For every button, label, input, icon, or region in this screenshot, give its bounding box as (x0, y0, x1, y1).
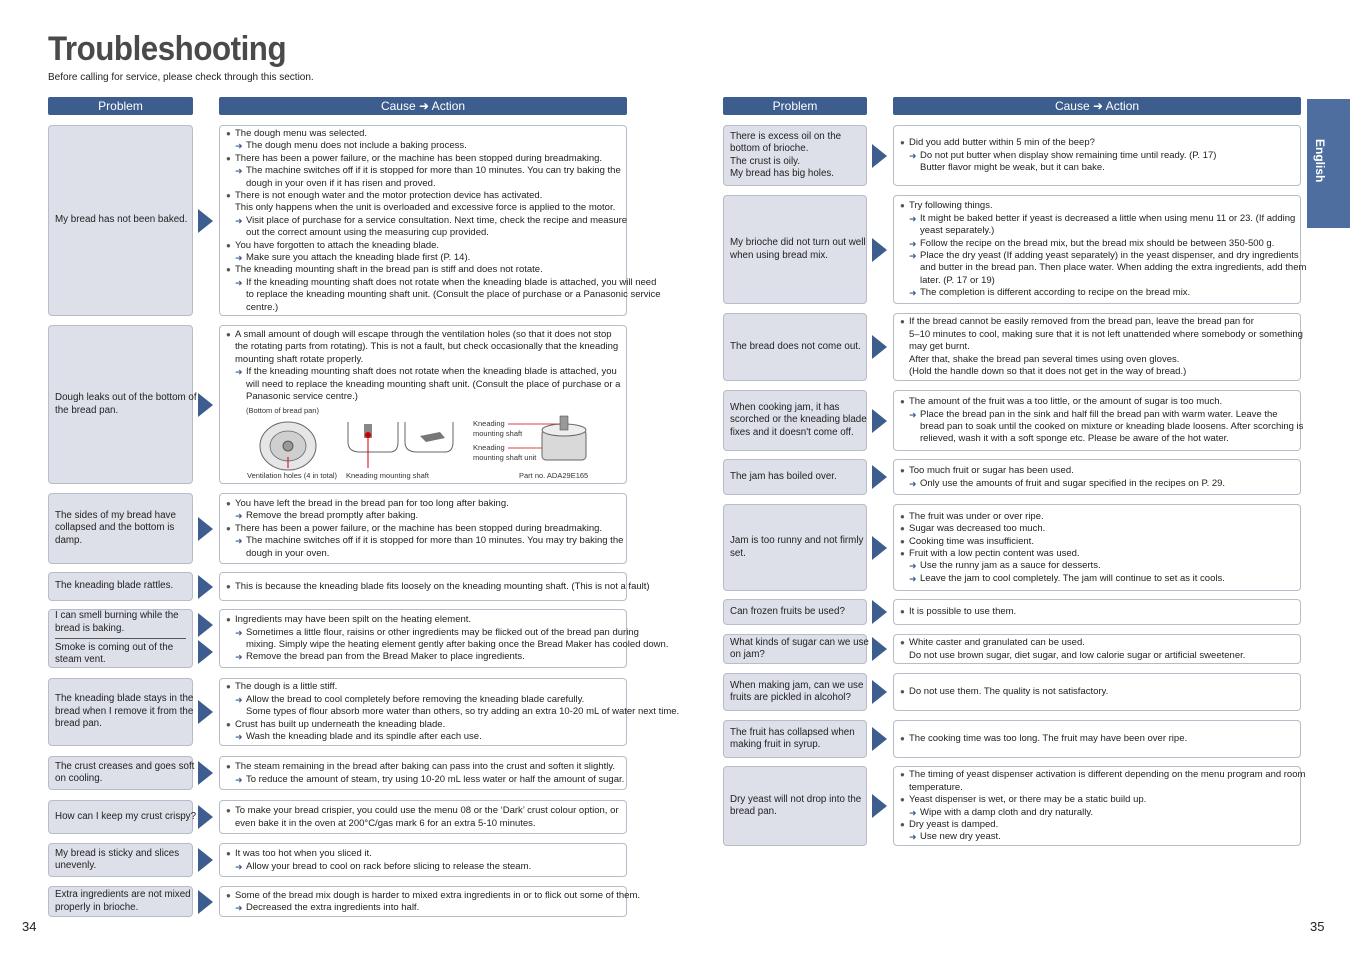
action-step: ➜ If the kneading mounting shaft does not rotate when the kneading blade is attached, you (226, 366, 620, 378)
vent-holes-label: Ventilation holes (4 in total) (247, 471, 338, 480)
continuation-text: Some types of flour absorb more water than others, so try adding an extra 10-20 mL of water next time. (246, 706, 680, 718)
action-step: ➜ Wipe with a damp cloth and dry naturally. (900, 807, 1294, 819)
problem-text: The sides of my bread have (55, 509, 176, 521)
row-arrow-icon (872, 680, 887, 704)
part-number-label: Part no. ADA29E165 (519, 471, 589, 480)
cause-header-left: Cause ➜ Action (219, 97, 627, 115)
problem-text: damp. (55, 534, 83, 546)
cause-bullet: ● It is possible to use them. (900, 606, 1294, 618)
cause-bullet: ● The dough is a little stiff. (226, 681, 620, 693)
km-shaft-label-1: Kneading (473, 419, 505, 428)
problem-text: The jam has boiled over. (730, 470, 837, 482)
cause-bullet: ● Crust has built up underneath the kneading blade. (226, 719, 620, 731)
page-number-right: 35 (1310, 919, 1325, 934)
continuation-text: even bake it in the oven at 200°C/gas mark 6 for an extra 5-10 minutes. (235, 817, 536, 829)
action-step: ➜ The machine switches off if it is stopped for more than 10 minutes. You can try baking the (226, 165, 620, 177)
row-arrow-icon (198, 700, 213, 724)
cause-action-cell (893, 766, 1306, 846)
cause-action-cell (893, 634, 1301, 664)
action-step: ➜ Remove the bread promptly after baking. (226, 510, 620, 522)
problem-cell (48, 325, 197, 484)
action-step: ➜ Only use the amounts of fruit and sugar specified in the recipes on P. 29. (900, 478, 1294, 490)
action-step: ➜ Wash the kneading blade and its spindle after each use. (226, 731, 620, 743)
cause-action-cell (219, 572, 650, 601)
cause-bullet: ● Dry yeast is damped. (900, 819, 1294, 831)
shaft-unit-spindle (560, 416, 568, 430)
problem-text: making fruit in syrup. (730, 739, 821, 750)
problem-text: The kneading blade stays in the (55, 693, 194, 705)
problem-header-right: Problem (723, 97, 867, 115)
cause-bullet: ● Sugar was decreased too much. (900, 523, 1294, 535)
continuation-text: will need to replace the kneading mounting shaft unit. (Consult the place of purchase or a (246, 378, 621, 390)
row-arrow-icon (198, 575, 213, 599)
continuation-text: centre.) (246, 301, 279, 313)
problem-cell (48, 125, 193, 316)
row-arrow-icon (198, 805, 213, 829)
row-arrow-icon (872, 600, 887, 624)
continuation-text: to replace the kneading mounting shaft unit. (Consult the place of purchase or a Panasonic service (246, 289, 661, 301)
problem-text: Dough leaks out of the bottom of (55, 392, 197, 404)
problem-text: unevenly. (55, 860, 97, 871)
problem-text: on jam? (730, 649, 765, 660)
action-step: ➜ Follow the recipe on the bread mix, but the bread mix should be between 350-500 g. (900, 238, 1294, 250)
bread-pan-figure (240, 402, 625, 482)
action-step: ➜ To reduce the amount of steam, try using 10-20 mL less water or half the amount of sugar. (226, 774, 620, 786)
action-step: ➜ The completion is different according to recipe on the bread mix. (900, 287, 1294, 299)
problem-text: My brioche did not turn out well (730, 237, 866, 249)
cause-action-cell (219, 125, 661, 316)
cause-action-cell (219, 609, 669, 668)
row-arrow-icon (872, 409, 887, 433)
problem-cell (48, 800, 197, 834)
cause-bullet: ● To make your bread crispier, you could use the menu 08 or the ‘Dark’ crust colour option, or (226, 805, 620, 817)
cause-bullet: ● Do not use them. The quality is not satisfactory. (900, 686, 1294, 698)
action-step: ➜ Allow the bread to cool completely before removing the kneading blade carefully. (226, 694, 620, 706)
continuation-text: mounting shaft rotate properly. (235, 353, 364, 365)
cause-action-cell (893, 504, 1301, 591)
cause-action-cell (893, 195, 1307, 304)
problem-text: The crust is oily. (730, 155, 801, 167)
cause-action-cell (893, 673, 1301, 711)
problem-text: the bread pan. (55, 404, 119, 416)
cause-action-cell (219, 678, 680, 746)
cause-bullet: ● There is not enough water and the motor protection device has activated. (226, 190, 620, 202)
problem-text: scorched or the kneading blade (730, 414, 867, 426)
cause-bullet: ● The timing of yeast dispenser activation is different depending on the menu program and room (900, 769, 1294, 781)
cause-action-cell (893, 125, 1301, 186)
language-tab: English (1307, 99, 1350, 228)
cause-bullet: ● Cooking time was insufficient. (900, 536, 1294, 548)
cause-bullet: ● Yeast dispenser is wet, or there may be a static build up. (900, 794, 1294, 806)
problem-cell (48, 572, 193, 601)
action-step: ➜ Do not put butter when display show remaining time until ready. (P. 17) (900, 150, 1294, 162)
action-step: ➜ Visit place of purchase for a service consultation. Next time, check the recipe and measure (226, 215, 620, 227)
problem-text: When making jam, can we use (730, 679, 864, 691)
problem-divider (55, 638, 186, 639)
cause-action-cell (219, 493, 627, 564)
shaft-label: Kneading mounting shaft (346, 471, 429, 480)
cause-bullet: ● This is because the kneading blade fits loosely on the kneading mounting shaft. (This is not a fault) (226, 581, 620, 593)
blade-shape (420, 432, 445, 442)
action-step: ➜ Allow your bread to cool on rack before slicing to release the steam. (226, 861, 620, 873)
row-arrow-icon (198, 848, 213, 872)
page-subtitle: Before calling for service, please check through this section. (48, 72, 314, 83)
problem-cell (723, 634, 867, 664)
problem-cell (723, 766, 867, 846)
cause-bullet: ● Some of the bread mix dough is harder to mixed extra ingredients in or to flick out some of them. (226, 890, 620, 902)
problem-text: I can smell burning while the (55, 610, 179, 622)
problem-cell (48, 843, 193, 877)
problem-text: The fruit has collapsed when (730, 726, 855, 738)
km-unit-label-1: Kneading (473, 443, 505, 452)
cause-action-cell (893, 459, 1301, 495)
problem-text: The bread does not come out. (730, 340, 861, 352)
cause-action-cell (219, 843, 627, 877)
action-step: ➜ Remove the bread pan from the Bread Maker to place ingredients. (226, 651, 620, 663)
cause-bullet: ● You have left the bread in the bread pan for too long after baking. (226, 498, 620, 510)
cause-action-cell (893, 313, 1301, 381)
continuation-text: This only happens when the unit is overloaded and excessive force is applied to the motor. (235, 202, 616, 214)
km-shaft-label-2: mounting shaft (473, 429, 523, 438)
row-arrow-icon (872, 144, 887, 168)
continuation-text: Butter flavor might be weak, but it can bake. (920, 162, 1105, 174)
row-arrow-icon (872, 794, 887, 818)
problem-text: Smoke is coming out of the (55, 642, 174, 653)
problem-text: when using bread mix. (730, 249, 829, 261)
row-arrow-icon (198, 517, 213, 541)
cause-bullet: ● The dough menu was selected. (226, 128, 620, 140)
problem-cell (48, 886, 193, 917)
row-arrow-icon (872, 727, 887, 751)
cause-bullet: ● White caster and granulated can be used. (900, 637, 1294, 649)
row-arrow-icon (198, 640, 213, 664)
cause-bullet: ● Try following things. (900, 200, 1294, 212)
cause-bullet: ● Fruit with a low pectin content was used. (900, 548, 1294, 560)
problem-cell (723, 390, 867, 451)
cause-action-cell (893, 599, 1301, 625)
continuation-text: the rotating parts from rotating). This is not a fault, but check occasionally that the kneading (235, 341, 619, 353)
continuation-text: later. (P. 17 or 19) (920, 274, 995, 286)
continuation-text: temperature. (909, 781, 963, 793)
cause-bullet: ● The cooking time was too long. The fruit may have been over ripe. (900, 733, 1294, 745)
cause-bullet: ● The kneading mounting shaft in the bread pan is stiff and does not rotate. (226, 264, 620, 276)
cause-action-cell (893, 720, 1301, 758)
problem-text: collapsed and the bottom is (55, 522, 175, 534)
cause-bullet: ● Too much fruit or sugar has been used. (900, 465, 1294, 477)
problem-text: Dry yeast will not drop into the (730, 793, 862, 805)
cause-bullet: ● The steam remaining in the bread after baking can pass into the crust and soften it slightly. (226, 761, 620, 773)
action-step: ➜ Sometimes a little flour, raisins or other ingredients may be flicked out of the bread pan during (226, 627, 620, 639)
problem-cell (48, 609, 193, 668)
problem-cell (723, 195, 867, 304)
problem-cell (723, 720, 867, 758)
cause-bullet: ● The amount of the fruit was a too little, or the amount of sugar is too much. (900, 396, 1294, 408)
cause-bullet: ● If the bread cannot be easily removed from the bread pan, leave the bread pan for (900, 316, 1294, 328)
action-step: ➜ The dough menu does not include a baking process. (226, 140, 620, 152)
problem-cell (48, 678, 193, 746)
cause-bullet: ● A small amount of dough will escape through the ventilation holes (so that it does not stop (226, 329, 620, 341)
problem-text: What kinds of sugar can we use (730, 636, 869, 648)
row-arrow-icon (198, 209, 213, 233)
continuation-text: After that, shake the bread pan several times using oven gloves. (909, 353, 1180, 365)
action-step: ➜ Leave the jam to cool completely. The jam will continue to set as it cools. (900, 573, 1294, 585)
continuation-text: and butter in the bread pan. Then place water. When adding the extra ingredients, add them (920, 262, 1307, 274)
problem-text: properly in brioche. (55, 901, 139, 913)
problem-text: bread pan. (730, 806, 777, 817)
action-step: ➜ Make sure you attach the kneading blade first (P. 14). (226, 252, 620, 264)
continuation-text: relieved, wash it with a soft sponge etc. Please be aware of the hot water. (920, 433, 1229, 445)
problem-text: My bread has not been baked. (55, 214, 188, 226)
bread-pan-diagram (240, 402, 625, 482)
problem-text: set. (730, 547, 746, 559)
row-arrow-icon (198, 393, 213, 417)
problem-text: How can I keep my crust crispy? (55, 810, 197, 822)
page-number-left: 34 (22, 919, 37, 934)
problem-text: When cooking jam, it has (730, 401, 840, 413)
action-step: ➜ If the kneading mounting shaft does not rotate when the kneading blade is attached, you will need (226, 277, 620, 289)
problem-text: There is excess oil on the (730, 130, 842, 142)
action-step: ➜ The machine switches off if it is stopped for more than 10 minutes. You may try baking the (226, 535, 620, 547)
problem-cell (48, 493, 193, 564)
problem-text: My bread is sticky and slices (55, 847, 180, 859)
cause-bullet: ● Did you add butter within 5 min of the beep? (900, 137, 1294, 149)
problem-cell (48, 756, 193, 790)
action-step: ➜ It might be baked better if yeast is decreased a little when using menu 11 or 23. (If adding (900, 213, 1294, 225)
problem-text: The kneading blade rattles. (55, 580, 174, 592)
problem-text: bread when I remove it from the (55, 705, 194, 717)
continuation-text: dough in your oven if it has risen and proved. (246, 177, 436, 189)
problem-text: fixes and it doesn't come off. (730, 426, 854, 438)
continuation-text: bread pan to soak until the cooked on mixture or kneading blade loosens. After scorching is (920, 421, 1304, 432)
row-arrow-icon (872, 465, 887, 489)
problem-text: on cooling. (55, 773, 103, 784)
cause-header-right: Cause ➜ Action (893, 97, 1301, 115)
problem-cell (723, 125, 867, 186)
row-arrow-icon (198, 761, 213, 785)
row-arrow-icon (872, 536, 887, 560)
row-arrow-icon (198, 613, 213, 637)
row-arrow-icon (198, 890, 213, 914)
problem-cell (723, 459, 867, 495)
continuation-text: Panasonic service centre.) (246, 391, 358, 403)
cause-bullet: ● There has been a power failure, or the machine has been stopped during breadmaking. (226, 153, 620, 165)
problem-text: bread is baking. (55, 622, 125, 634)
continuation-text: mixing. Simply wipe the heating element gently after baking once the Bread Maker has cooled down. (246, 639, 669, 650)
problem-cell (723, 504, 867, 591)
km-unit-label-2: mounting shaft unit (473, 453, 537, 462)
row-arrow-icon (872, 238, 887, 262)
problem-text: Extra ingredients are not mixed (55, 889, 191, 901)
continuation-text: may get burnt. (909, 341, 970, 353)
cause-bullet: ● It was too hot when you sliced it. (226, 848, 620, 860)
pan-shaft-hub (283, 441, 293, 451)
cause-bullet: ● There has been a power failure, or the machine has been stopped during breadmaking. (226, 523, 620, 535)
row-arrow-icon (872, 335, 887, 359)
problem-cell (723, 673, 867, 711)
action-step: ➜ Use the runny jam as a sauce for desserts. (900, 560, 1294, 572)
problem-text: My bread has big holes. (730, 167, 835, 179)
continuation-text: yeast separately.) (920, 225, 995, 237)
problem-text: Can frozen fruits be used? (730, 605, 845, 617)
figure-bottom-label: (Bottom of bread pan) (246, 406, 319, 415)
action-step: ➜ Place the dry yeast (If adding yeast separately) in the yeast dispenser, and dry ingredients (900, 250, 1294, 262)
cause-bullet: ● The fruit was under or over ripe. (900, 511, 1294, 523)
cause-action-cell (219, 800, 627, 834)
continuation-text: dough in your oven. (246, 547, 330, 559)
problem-text: Jam is too runny and not firmly (730, 535, 864, 547)
continuation-text: Do not use brown sugar, diet sugar, and low calorie sugar or artificial sweetener. (909, 649, 1246, 661)
cause-action-cell (893, 390, 1304, 451)
problem-text: bottom of brioche. (730, 143, 809, 155)
problem-text: bread pan. (55, 718, 102, 730)
cause-action-cell (219, 756, 627, 790)
shaft-marker (365, 432, 371, 438)
problem-header-left: Problem (48, 97, 193, 115)
problem-cell (723, 313, 867, 381)
cause-bullet: ● You have forgotten to attach the kneading blade. (226, 240, 620, 252)
problem-cell (723, 599, 867, 625)
cause-action-cell (219, 886, 641, 917)
continuation-text: (Hold the handle down so that it does not get in the way of bread.) (909, 366, 1187, 378)
problem-text: The crust creases and goes soft (55, 760, 195, 772)
page-title: Troubleshooting (48, 30, 287, 68)
action-step: ➜ Decreased the extra ingredients into half. (226, 902, 620, 914)
action-step: ➜ Use new dry yeast. (900, 831, 1294, 843)
problem-text: steam vent. (55, 654, 106, 666)
problem-text: fruits are pickled in alcohol? (730, 692, 851, 703)
cause-bullet: ● Ingredients may have been spilt on the heating element. (226, 614, 620, 626)
action-step: ➜ Place the bread pan in the sink and half fill the bread pan with warm water. Leave the (900, 409, 1294, 421)
row-arrow-icon (872, 637, 887, 661)
continuation-text: out the correct amount using the measuring cup provided. (246, 227, 489, 239)
pan-section-left (348, 422, 398, 452)
continuation-text: 5–10 minutes to cool, making sure that it is not left unattended where somebody or something (909, 328, 1303, 340)
